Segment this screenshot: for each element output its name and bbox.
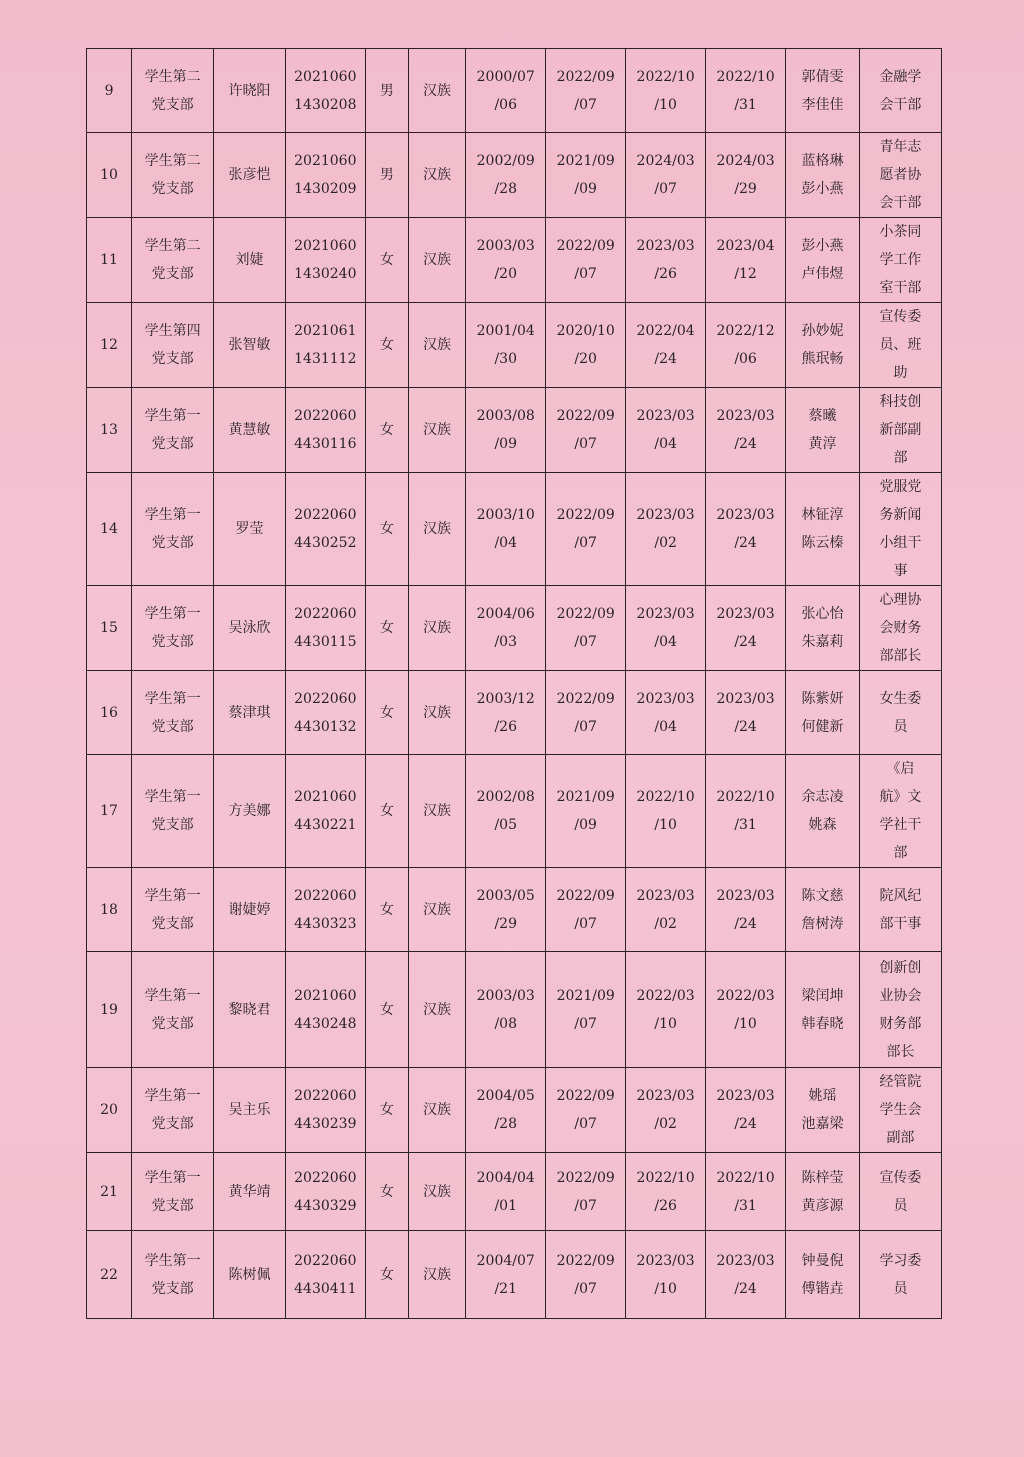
cell-name: 黎晓君 xyxy=(214,952,286,1068)
cell-introducers: 钟曼倪 傅锴垚 xyxy=(786,1231,860,1319)
cell-date-2: 2023/03 /04 xyxy=(626,388,706,473)
cell-party-branch: 学生第二 党支部 xyxy=(132,133,214,218)
cell-introducers: 郭倩雯 李佳佳 xyxy=(786,49,860,133)
cell-party-branch: 学生第一 党支部 xyxy=(132,868,214,952)
cell-birth-date: 2004/04 /01 xyxy=(466,1153,546,1231)
cell-birth-date: 2003/08 /09 xyxy=(466,388,546,473)
cell-student-id: 2021061 1431112 xyxy=(285,303,365,388)
cell-party-branch: 学生第一 党支部 xyxy=(132,388,214,473)
cell-row-number: 11 xyxy=(87,218,132,303)
cell-student-id: 2021060 4430221 xyxy=(285,755,365,868)
cell-birth-date: 2004/05 /28 xyxy=(466,1068,546,1153)
cell-party-branch: 学生第一 党支部 xyxy=(132,1068,214,1153)
cell-birth-date: 2003/10 /04 xyxy=(466,473,546,586)
cell-ethnicity: 汉族 xyxy=(408,952,465,1068)
cell-date-1: 2021/09 /09 xyxy=(546,133,626,218)
cell-introducers: 蓝格琳 彭小燕 xyxy=(786,133,860,218)
cell-gender: 女 xyxy=(365,388,408,473)
cell-position: 院风纪 部干事 xyxy=(859,868,941,952)
cell-date-2: 2023/03 /02 xyxy=(626,473,706,586)
cell-date-3: 2022/12 /06 xyxy=(706,303,786,388)
cell-student-id: 2022060 4430411 xyxy=(285,1231,365,1319)
cell-introducers: 梁闰坤 韩春晓 xyxy=(786,952,860,1068)
table-row xyxy=(87,133,942,218)
cell-introducers: 陈紫妍 何健新 xyxy=(786,671,860,755)
cell-row-number: 17 xyxy=(87,755,132,868)
cell-birth-date: 2003/05 /29 xyxy=(466,868,546,952)
cell-gender: 女 xyxy=(365,586,408,671)
cell-gender: 男 xyxy=(365,49,408,133)
cell-name: 方美娜 xyxy=(214,755,286,868)
cell-birth-date: 2001/04 /30 xyxy=(466,303,546,388)
cell-gender: 女 xyxy=(365,868,408,952)
cell-introducers: 陈梓莹 黄彦源 xyxy=(786,1153,860,1231)
cell-party-branch: 学生第一 党支部 xyxy=(132,1153,214,1231)
table-row xyxy=(87,473,942,586)
cell-date-3: 2023/03 /24 xyxy=(706,671,786,755)
cell-name: 刘婕 xyxy=(214,218,286,303)
table-row xyxy=(87,1153,942,1231)
cell-party-branch: 学生第一 党支部 xyxy=(132,952,214,1068)
cell-name: 谢婕婷 xyxy=(214,868,286,952)
cell-date-1: 2022/09 /07 xyxy=(546,49,626,133)
cell-gender: 女 xyxy=(365,1068,408,1153)
cell-date-2: 2022/10 /10 xyxy=(626,755,706,868)
cell-date-3: 2022/03 /10 xyxy=(706,952,786,1068)
cell-introducers: 孙妙妮 熊珉畅 xyxy=(786,303,860,388)
cell-ethnicity: 汉族 xyxy=(408,473,465,586)
cell-gender: 女 xyxy=(365,1231,408,1319)
cell-birth-date: 2002/09 /28 xyxy=(466,133,546,218)
table-row xyxy=(87,671,942,755)
cell-gender: 女 xyxy=(365,1153,408,1231)
cell-row-number: 12 xyxy=(87,303,132,388)
table-row xyxy=(87,755,942,868)
cell-date-2: 2024/03 /07 xyxy=(626,133,706,218)
cell-date-2: 2022/03 /10 xyxy=(626,952,706,1068)
cell-party-branch: 学生第一 党支部 xyxy=(132,755,214,868)
cell-date-3: 2023/03 /24 xyxy=(706,1231,786,1319)
cell-date-3: 2023/03 /24 xyxy=(706,388,786,473)
cell-position: 经管院 学生会 副部 xyxy=(859,1068,941,1153)
cell-birth-date: 2003/03 /20 xyxy=(466,218,546,303)
cell-party-branch: 学生第四 党支部 xyxy=(132,303,214,388)
cell-date-3: 2022/10 /31 xyxy=(706,755,786,868)
table-row xyxy=(87,218,942,303)
cell-introducers: 彭小燕 卢伟煜 xyxy=(786,218,860,303)
cell-student-id: 2022060 4430115 xyxy=(285,586,365,671)
table-row xyxy=(87,868,942,952)
table-row xyxy=(87,303,942,388)
cell-gender: 女 xyxy=(365,952,408,1068)
cell-date-3: 2023/03 /24 xyxy=(706,473,786,586)
cell-name: 蔡津琪 xyxy=(214,671,286,755)
cell-student-id: 2022060 4430252 xyxy=(285,473,365,586)
cell-party-branch: 学生第一 党支部 xyxy=(132,1231,214,1319)
cell-date-1: 2021/09 /09 xyxy=(546,755,626,868)
cell-gender: 女 xyxy=(365,218,408,303)
cell-date-3: 2022/10 /31 xyxy=(706,1153,786,1231)
cell-ethnicity: 汉族 xyxy=(408,1231,465,1319)
cell-ethnicity: 汉族 xyxy=(408,218,465,303)
table-row xyxy=(87,1231,942,1319)
cell-date-2: 2023/03 /10 xyxy=(626,1231,706,1319)
cell-date-2: 2023/03 /04 xyxy=(626,671,706,755)
cell-row-number: 22 xyxy=(87,1231,132,1319)
cell-ethnicity: 汉族 xyxy=(408,868,465,952)
cell-position: 心理协 会财务 部部长 xyxy=(859,586,941,671)
cell-position: 宣传委 员 xyxy=(859,1153,941,1231)
cell-position: 女生委 员 xyxy=(859,671,941,755)
cell-position: 党服党 务新闻 小组干 事 xyxy=(859,473,941,586)
cell-position: 创新创 业协会 财务部 部长 xyxy=(859,952,941,1068)
cell-row-number: 18 xyxy=(87,868,132,952)
cell-row-number: 19 xyxy=(87,952,132,1068)
cell-date-1: 2020/10 /20 xyxy=(546,303,626,388)
cell-gender: 女 xyxy=(365,755,408,868)
cell-ethnicity: 汉族 xyxy=(408,303,465,388)
cell-gender: 女 xyxy=(365,303,408,388)
cell-date-1: 2022/09 /07 xyxy=(546,1068,626,1153)
cell-student-id: 2022060 4430239 xyxy=(285,1068,365,1153)
cell-position: 小茶同 学工作 室干部 xyxy=(859,218,941,303)
member-table xyxy=(86,48,942,1319)
cell-birth-date: 2002/08 /05 xyxy=(466,755,546,868)
cell-name: 张智敏 xyxy=(214,303,286,388)
cell-introducers: 张心怡 朱嘉莉 xyxy=(786,586,860,671)
cell-row-number: 13 xyxy=(87,388,132,473)
cell-ethnicity: 汉族 xyxy=(408,133,465,218)
cell-position: 宣传委 员、班 助 xyxy=(859,303,941,388)
cell-party-branch: 学生第一 党支部 xyxy=(132,586,214,671)
cell-position: 青年志 愿者协 会干部 xyxy=(859,133,941,218)
table-row xyxy=(87,49,942,133)
cell-gender: 男 xyxy=(365,133,408,218)
cell-date-3: 2023/03 /24 xyxy=(706,868,786,952)
cell-introducers: 蔡曦 黄淳 xyxy=(786,388,860,473)
cell-date-2: 2023/03 /26 xyxy=(626,218,706,303)
cell-ethnicity: 汉族 xyxy=(408,388,465,473)
cell-date-2: 2023/03 /02 xyxy=(626,868,706,952)
cell-date-2: 2023/03 /02 xyxy=(626,1068,706,1153)
cell-name: 许晓阳 xyxy=(214,49,286,133)
cell-ethnicity: 汉族 xyxy=(408,586,465,671)
cell-ethnicity: 汉族 xyxy=(408,49,465,133)
table-row xyxy=(87,952,942,1068)
cell-student-id: 2021060 1430208 xyxy=(285,49,365,133)
cell-date-1: 2022/09 /07 xyxy=(546,473,626,586)
table-row xyxy=(87,586,942,671)
cell-date-3: 2023/03 /24 xyxy=(706,586,786,671)
cell-student-id: 2022060 4430132 xyxy=(285,671,365,755)
cell-introducers: 林钲淳 陈云榛 xyxy=(786,473,860,586)
member-table-body xyxy=(87,49,942,1319)
cell-date-2: 2022/10 /10 xyxy=(626,49,706,133)
cell-date-1: 2022/09 /07 xyxy=(546,671,626,755)
cell-ethnicity: 汉族 xyxy=(408,1068,465,1153)
cell-name: 黄慧敏 xyxy=(214,388,286,473)
cell-gender: 女 xyxy=(365,671,408,755)
cell-date-1: 2022/09 /07 xyxy=(546,218,626,303)
cell-date-3: 2022/10 /31 xyxy=(706,49,786,133)
cell-row-number: 20 xyxy=(87,1068,132,1153)
cell-ethnicity: 汉族 xyxy=(408,1153,465,1231)
cell-name: 罗莹 xyxy=(214,473,286,586)
cell-date-1: 2022/09 /07 xyxy=(546,1231,626,1319)
cell-date-1: 2022/09 /07 xyxy=(546,388,626,473)
cell-date-3: 2023/04 /12 xyxy=(706,218,786,303)
cell-position: 金融学 会干部 xyxy=(859,49,941,133)
cell-row-number: 9 xyxy=(87,49,132,133)
cell-name: 黄华靖 xyxy=(214,1153,286,1231)
cell-birth-date: 2003/03 /08 xyxy=(466,952,546,1068)
cell-date-3: 2023/03 /24 xyxy=(706,1068,786,1153)
cell-party-branch: 学生第一 党支部 xyxy=(132,671,214,755)
cell-position: 《启 航》文 学社干 部 xyxy=(859,755,941,868)
cell-date-1: 2022/09 /07 xyxy=(546,868,626,952)
cell-row-number: 15 xyxy=(87,586,132,671)
cell-student-id: 2021060 1430209 xyxy=(285,133,365,218)
cell-row-number: 21 xyxy=(87,1153,132,1231)
cell-row-number: 16 xyxy=(87,671,132,755)
cell-ethnicity: 汉族 xyxy=(408,671,465,755)
cell-date-3: 2024/03 /29 xyxy=(706,133,786,218)
cell-introducers: 陈文慈 詹树涛 xyxy=(786,868,860,952)
cell-row-number: 10 xyxy=(87,133,132,218)
cell-student-id: 2022060 4430116 xyxy=(285,388,365,473)
cell-student-id: 2021060 4430248 xyxy=(285,952,365,1068)
table-row xyxy=(87,1068,942,1153)
cell-position: 学习委 员 xyxy=(859,1231,941,1319)
cell-name: 吴主乐 xyxy=(214,1068,286,1153)
cell-party-branch: 学生第二 党支部 xyxy=(132,49,214,133)
cell-party-branch: 学生第二 党支部 xyxy=(132,218,214,303)
cell-date-2: 2022/04 /24 xyxy=(626,303,706,388)
cell-name: 张彦恺 xyxy=(214,133,286,218)
cell-name: 陈树佩 xyxy=(214,1231,286,1319)
table-row xyxy=(87,388,942,473)
cell-student-id: 2022060 4430329 xyxy=(285,1153,365,1231)
cell-date-1: 2021/09 /07 xyxy=(546,952,626,1068)
cell-student-id: 2022060 4430323 xyxy=(285,868,365,952)
cell-gender: 女 xyxy=(365,473,408,586)
member-table-wrapper xyxy=(86,48,942,1319)
cell-birth-date: 2000/07 /06 xyxy=(466,49,546,133)
cell-position: 科技创 新部副 部 xyxy=(859,388,941,473)
cell-birth-date: 2003/12 /26 xyxy=(466,671,546,755)
cell-student-id: 2021060 1430240 xyxy=(285,218,365,303)
cell-date-1: 2022/09 /07 xyxy=(546,1153,626,1231)
cell-introducers: 余志凌 姚森 xyxy=(786,755,860,868)
cell-party-branch: 学生第一 党支部 xyxy=(132,473,214,586)
cell-date-1: 2022/09 /07 xyxy=(546,586,626,671)
cell-row-number: 14 xyxy=(87,473,132,586)
cell-introducers: 姚瑶 池嘉梁 xyxy=(786,1068,860,1153)
cell-birth-date: 2004/06 /03 xyxy=(466,586,546,671)
cell-date-2: 2023/03 /04 xyxy=(626,586,706,671)
cell-date-2: 2022/10 /26 xyxy=(626,1153,706,1231)
cell-ethnicity: 汉族 xyxy=(408,755,465,868)
cell-name: 吴泳欣 xyxy=(214,586,286,671)
cell-birth-date: 2004/07 /21 xyxy=(466,1231,546,1319)
